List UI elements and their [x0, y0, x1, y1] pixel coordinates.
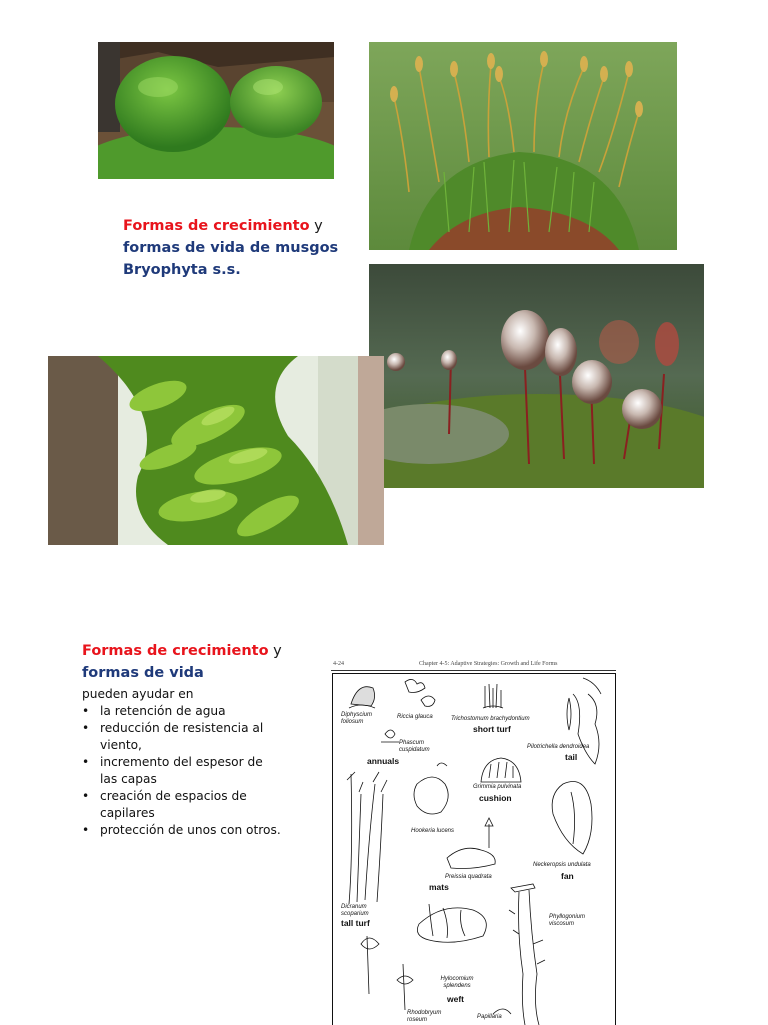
slide2-body — [82, 686, 282, 839]
figure-chapter: Chapter 4-5: Adaptive Strategies: Growth and Life Forms — [419, 661, 558, 667]
label-neckeropsis: Neckeropsis undulata — [533, 862, 591, 868]
label-papillaria: Papillaria — [477, 1014, 502, 1020]
label-pilotrichella: Pilotrichella dendroidea — [527, 744, 590, 750]
label-trichostomum: Trichostomum brachydontium — [451, 716, 530, 722]
label-annuals: annuals — [367, 756, 400, 766]
label-hookeria: Hookeria lucens — [411, 828, 455, 834]
list-item: • reducción de resistencia al viento, — [82, 720, 282, 754]
label-phyllogonium: Phyllogonium viscosum — [549, 914, 586, 927]
slide2-title-line2: formas de vida — [82, 665, 204, 681]
slide2-title — [82, 640, 302, 684]
label-mats: mats — [429, 882, 449, 892]
slide1-title-red: Formas de crecimiento — [123, 218, 310, 234]
list-item: • la retención de agua — [82, 703, 282, 720]
slide1-title-line2: formas de vida de musgos — [123, 240, 339, 256]
slide2-title-y: y — [268, 643, 282, 659]
label-cushion: cushion — [479, 793, 512, 803]
list-item: • protección de unos con otros. — [82, 822, 282, 839]
list-item: • incremento del espesor de las capas — [82, 754, 282, 788]
moss-cushion-photo — [98, 42, 334, 179]
label-rhodobryum: Rhodobryum roseum — [407, 1010, 442, 1023]
slide1-title-line3: Bryophyta s.s. — [123, 262, 241, 278]
moss-droplets-photo — [369, 264, 704, 488]
label-preissia: Preissia quadrata — [445, 874, 492, 880]
moss-sporophyte-photo — [369, 42, 677, 250]
label-weft: weft — [447, 994, 464, 1004]
benefits-list — [82, 703, 282, 839]
slide1-title — [123, 215, 363, 281]
slide1-title-y: y — [309, 218, 323, 234]
label-diphyscium: Diphyscium foliosum — [341, 712, 373, 725]
label-dicranum: Dicranum scoparium — [341, 904, 369, 917]
label-riccia: Riccia glauca — [397, 714, 433, 720]
label-short-turf: short turf — [473, 724, 511, 734]
label-tail: tail — [565, 752, 578, 762]
label-tall-turf: tall turf — [341, 918, 370, 928]
moss-on-trunk-photo — [48, 356, 384, 545]
slide2-title-red: Formas de crecimiento — [82, 643, 269, 659]
label-grimmia: Grimmia pulvinata — [473, 784, 522, 790]
figure-page-number: 4-24 — [333, 661, 344, 667]
life-forms-figure — [332, 673, 616, 1025]
label-fan: fan — [561, 871, 574, 881]
slide2-intro: pueden ayudar en — [82, 687, 194, 701]
label-phascum: Phascum cuspidatum — [399, 740, 430, 753]
list-item: • creación de espacios de capilares — [82, 788, 282, 822]
figure-header — [331, 661, 616, 671]
label-hylocomium: Hylocomium splendens — [440, 976, 474, 989]
